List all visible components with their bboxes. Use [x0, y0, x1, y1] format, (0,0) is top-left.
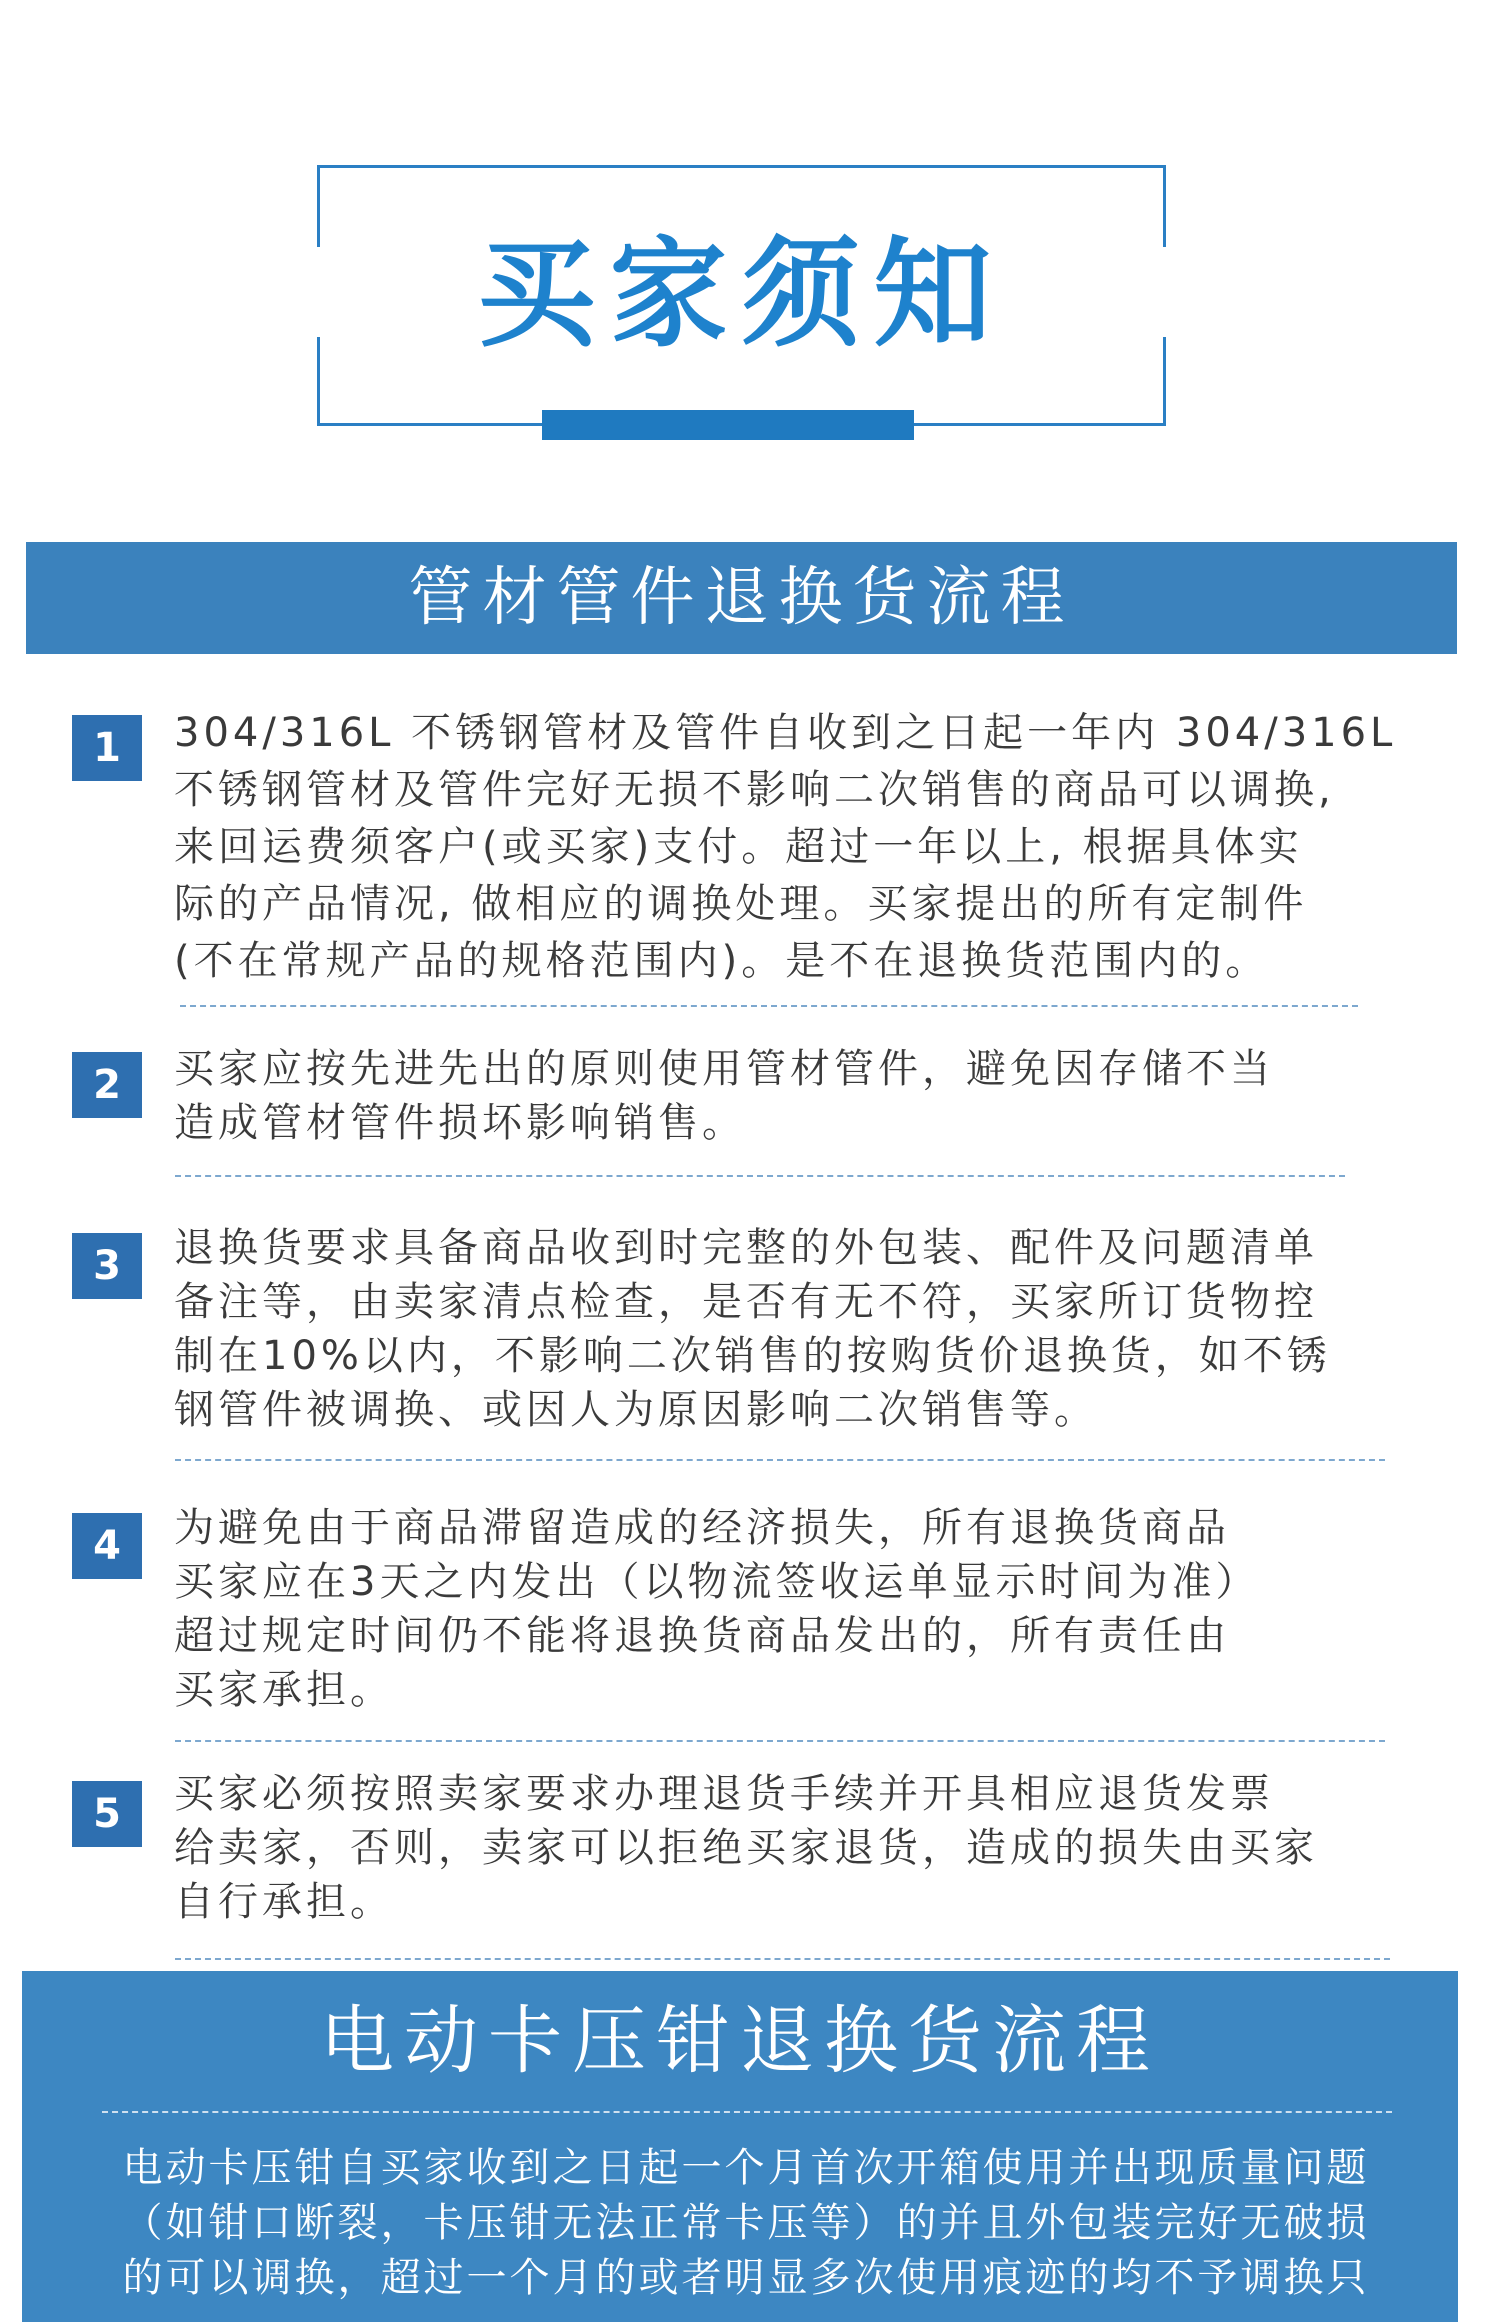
section2-divider	[102, 2111, 1392, 2113]
title-underline-bar	[542, 410, 914, 440]
item-number-badge: 4	[72, 1513, 142, 1579]
section1-banner	[26, 542, 1457, 654]
item-number-badge: 2	[72, 1052, 142, 1118]
frame-top-line	[317, 165, 1166, 168]
title-frame	[317, 165, 1166, 426]
divider	[175, 1459, 1385, 1461]
page-title: 买家须知	[477, 225, 1006, 363]
item-text: 买家应按先进先出的原则使用管材管件，避免因存储不当 造成管材管件损坏影响销售。	[174, 1046, 1274, 1146]
item-number-badge: 3	[72, 1233, 142, 1299]
section2-title: 电动卡压钳退换货流程	[320, 1998, 1160, 2084]
divider	[175, 1175, 1345, 1177]
divider	[180, 1005, 1358, 1007]
section2-text: 电动卡压钳自买家收到之日起一个月首次开箱使用并出现质量问题 （如钳口断裂，卡压钳无法正常卡压等）的并且外包装完好无破损 的可以调换，超过一个月的或者明显多次使用痕迹的均不予调换只	[122, 2145, 1370, 2301]
divider	[175, 1740, 1385, 1742]
item-number-badge: 1	[72, 715, 142, 781]
item-text: 买家必须按照卖家要求办理退货手续并开具相应退货发票 给卖家，否则，卖家可以拒绝买家退货，造成的损失由买家 自行承担。	[174, 1771, 1318, 1925]
divider	[175, 1958, 1390, 1960]
item-number-badge: 5	[72, 1781, 142, 1847]
item-text: 为避免由于商品滞留造成的经济损失，所有退换货商品 买家应在3天之内发出（以物流签收运单显示时间为准） 超过规定时间仍不能将退换货商品发出的，所有责任由 买家承担。	[174, 1505, 1260, 1713]
section1-title: 管材管件退换货流程	[408, 561, 1075, 635]
item-text: 304/316L 不锈钢管材及管件自收到之日起一年内 304/316L 不锈钢管材及管件完好无损不影响二次销售的商品可以调换, 来回运费须客户(或买家)支付。超过一年以上, 根据具体实 际的产品情况, 做相应的调换处理。买家提出的所有定制件 (不在常规产品的规格范围内)。是不在退换货范围内的。	[174, 710, 1397, 984]
item-text: 退换货要求具备商品收到时完整的外包装、配件及问题清单 备注等，由卖家清点检查，是否有无不符，买家所订货物控 制在10%以内，不影响二次销售的按购货价退换货，如不锈 钢管件被调换、或因人为原因影响二次销售等。	[174, 1225, 1331, 1433]
section2-panel	[22, 1971, 1458, 2322]
